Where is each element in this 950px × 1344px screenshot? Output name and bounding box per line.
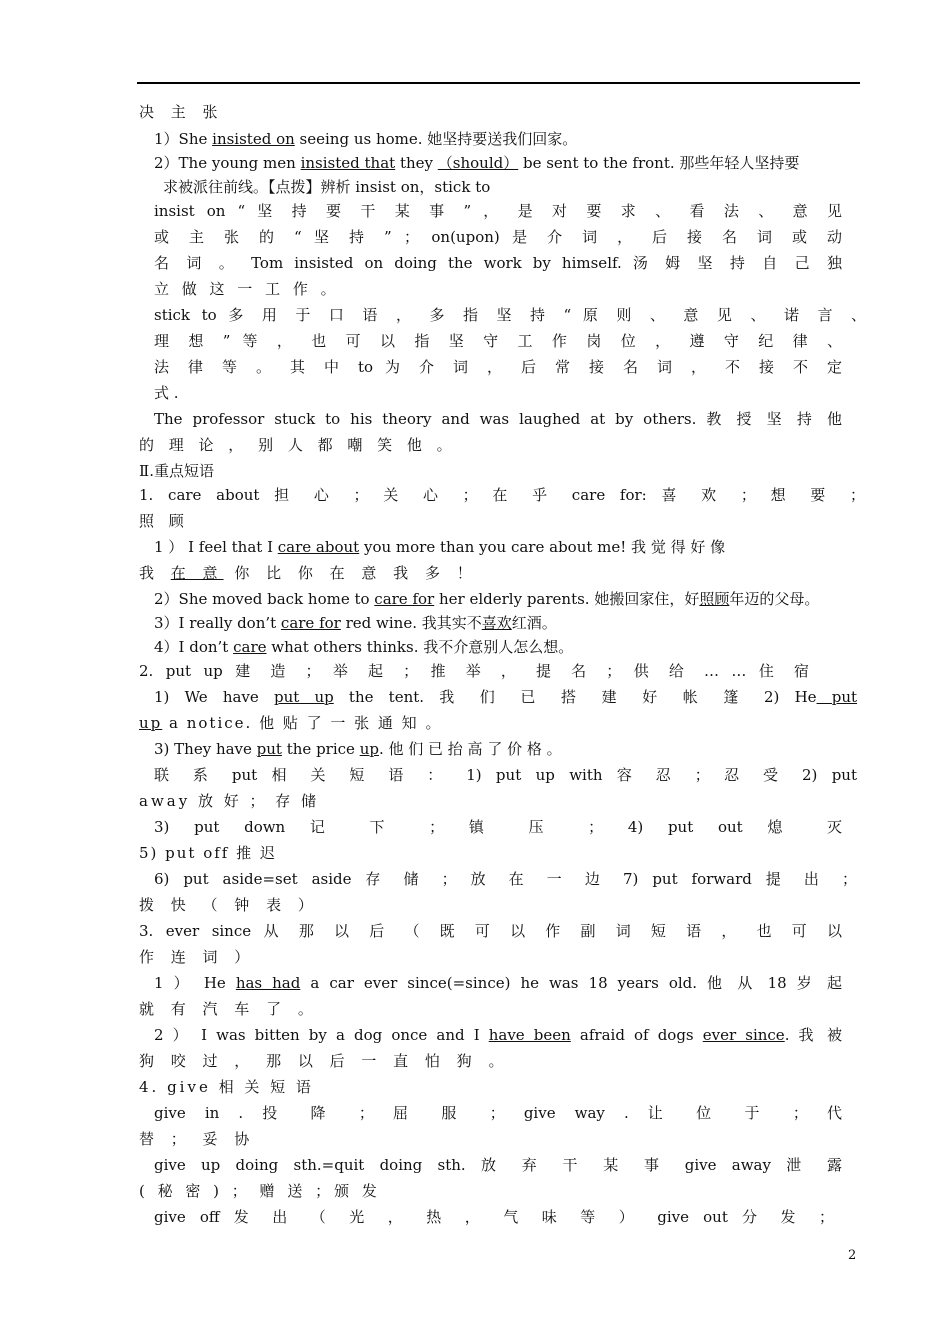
example-line: 1 ） I feel that I care about you more than you care about me! 我 觉 得 好 像	[154, 538, 726, 556]
text-line: 2. put up 建 造 ； 举 起 ； 推 举 ， 提 名 ； 供 给 … … 住 宿	[139, 662, 809, 680]
text-line: give up doing sth.=quit doing sth. 放 弃 干 某 事 give away 泄 露	[154, 1156, 842, 1174]
text-line: 名 词 。 Tom insisted on doing the work by himself. 汤 姆 坚 持 自 己 独	[154, 254, 842, 272]
text-line: 狗 咬 过 ， 那 以 后 一 直 怕 狗 。	[139, 1052, 510, 1070]
text-line: 联 系 put 相 关 短 语 ： 1) put up with 容 忍 ； 忍 受 2) put	[154, 766, 857, 784]
example-line: 2）She moved back home to care for her elderly parents. 她搬回家住，好照顾年迈的父母。	[154, 590, 820, 608]
text-line: away 放 好 ； 存 储	[139, 792, 320, 810]
text-line: 理 想 ” 等 ， 也 可 以 指 坚 守 工 作 岗 位 ， 遵 守 纪 律 、	[154, 332, 842, 350]
text-line: 照 顾	[139, 512, 189, 530]
page-number: 2	[848, 1248, 857, 1263]
text-line: give in . 投 降 ； 屈 服 ； give way . 让 位 于 ； 代	[154, 1104, 842, 1122]
section-heading: Ⅱ.重点短语	[139, 462, 214, 480]
example-line: 2）The young men insisted that they （should） be sent to the front. 那些年轻人坚持要	[154, 154, 800, 172]
text-line: 3) put down 记 下 ； 镇 压 ； 4) put out 熄 灭	[154, 818, 842, 836]
text-line: 的 理 论 ， 别 人 都 嘲 笑 他 。	[139, 436, 457, 454]
example-line: up a notice. 他 贴 了 一 张 通 知 。	[139, 714, 443, 732]
example-line: 1 ） He has had a car ever since(=since) he was 18 years old. 他 从 18 岁 起	[154, 974, 842, 992]
text-line: 式 .	[154, 384, 179, 402]
text-line: 5) put off 推 迟	[139, 844, 277, 862]
example-line: 1）She insisted on seeing us home. 她坚持要送我们回家。	[154, 130, 578, 148]
example-line: 1) We have put up the tent. 我 们 已 搭 建 好 帐 篷 2) He put	[154, 688, 858, 706]
text-line: ( 秘 密 ) ； 赠 送 ；颁 发	[139, 1182, 381, 1200]
text-line: give off 发 出 （ 光 ， 热 ， 气 味 等 ） give out 分 发 ；	[154, 1208, 834, 1226]
text-line: 立 做 这 一 工 作 。	[154, 280, 340, 298]
text-line: 3. ever since 从 那 以 后 （ 既 可 以 作 副 词 短 语 ， 也 可 以	[139, 922, 842, 940]
text-line: 6) put aside=set aside 存 储 ； 放 在 一 边 7) put forward 提 出 ；	[154, 870, 857, 888]
example-line: 3）I really don’t care for red wine. 我其实不喜欢红酒。	[154, 614, 557, 632]
text-line: 求被派往前线。【点拨】辨析 insist on，stick to	[163, 178, 491, 196]
text-line: stick to 多 用 于 口 语 ， 多 指 坚 持 “ 原 则 、 意 见 、 诺 言 、	[154, 306, 866, 324]
text-line: 拨 快 （ 钟 表 ）	[139, 896, 319, 914]
text-line: 法 律 等 。 其 中 to 为 介 词 ， 后 常 接 名 词 ， 不 接 不 定	[154, 358, 842, 376]
text-line: 或 主 张 的 “ 坚 持 ” ； on(upon) 是 介 词 ， 后 接 名 词 或 动	[154, 228, 842, 246]
example-line: 4）I don’t care what others thinks. 我不介意别人怎么想。	[154, 638, 574, 656]
text-line: 替 ； 妥 协	[139, 1130, 256, 1148]
example-line: 我 在 意 你 比 你 在 意 我 多 ！	[139, 564, 478, 582]
example-line: 2 ） I was bitten by a dog once and I have been afraid of dogs ever since. 我 被	[154, 1026, 842, 1044]
text-line: 就 有 汽 车 了 。	[139, 1000, 319, 1018]
text-line: insist on “ 坚 持 要 干 某 事 ” ， 是 对 要 求 、 看 法 、 意 见	[154, 202, 842, 220]
example-line: 3) They have put the price up. 他 们 已 抬 高 了 价 格 。	[154, 740, 562, 758]
text-line: 4. give 相 关 短 语	[139, 1078, 314, 1096]
header-rule	[137, 82, 860, 84]
text-line: 作 连 词 ）	[139, 948, 256, 966]
text-line: 1. care about 担 心 ； 关 心 ； 在 乎 care for: 喜 欢 ； 想 要 ；	[139, 486, 865, 504]
section-heading: 决 主 张	[139, 103, 224, 121]
text-line: The professor stuck to his theory and was laughed at by others. 教 授 坚 持 他	[154, 410, 842, 428]
